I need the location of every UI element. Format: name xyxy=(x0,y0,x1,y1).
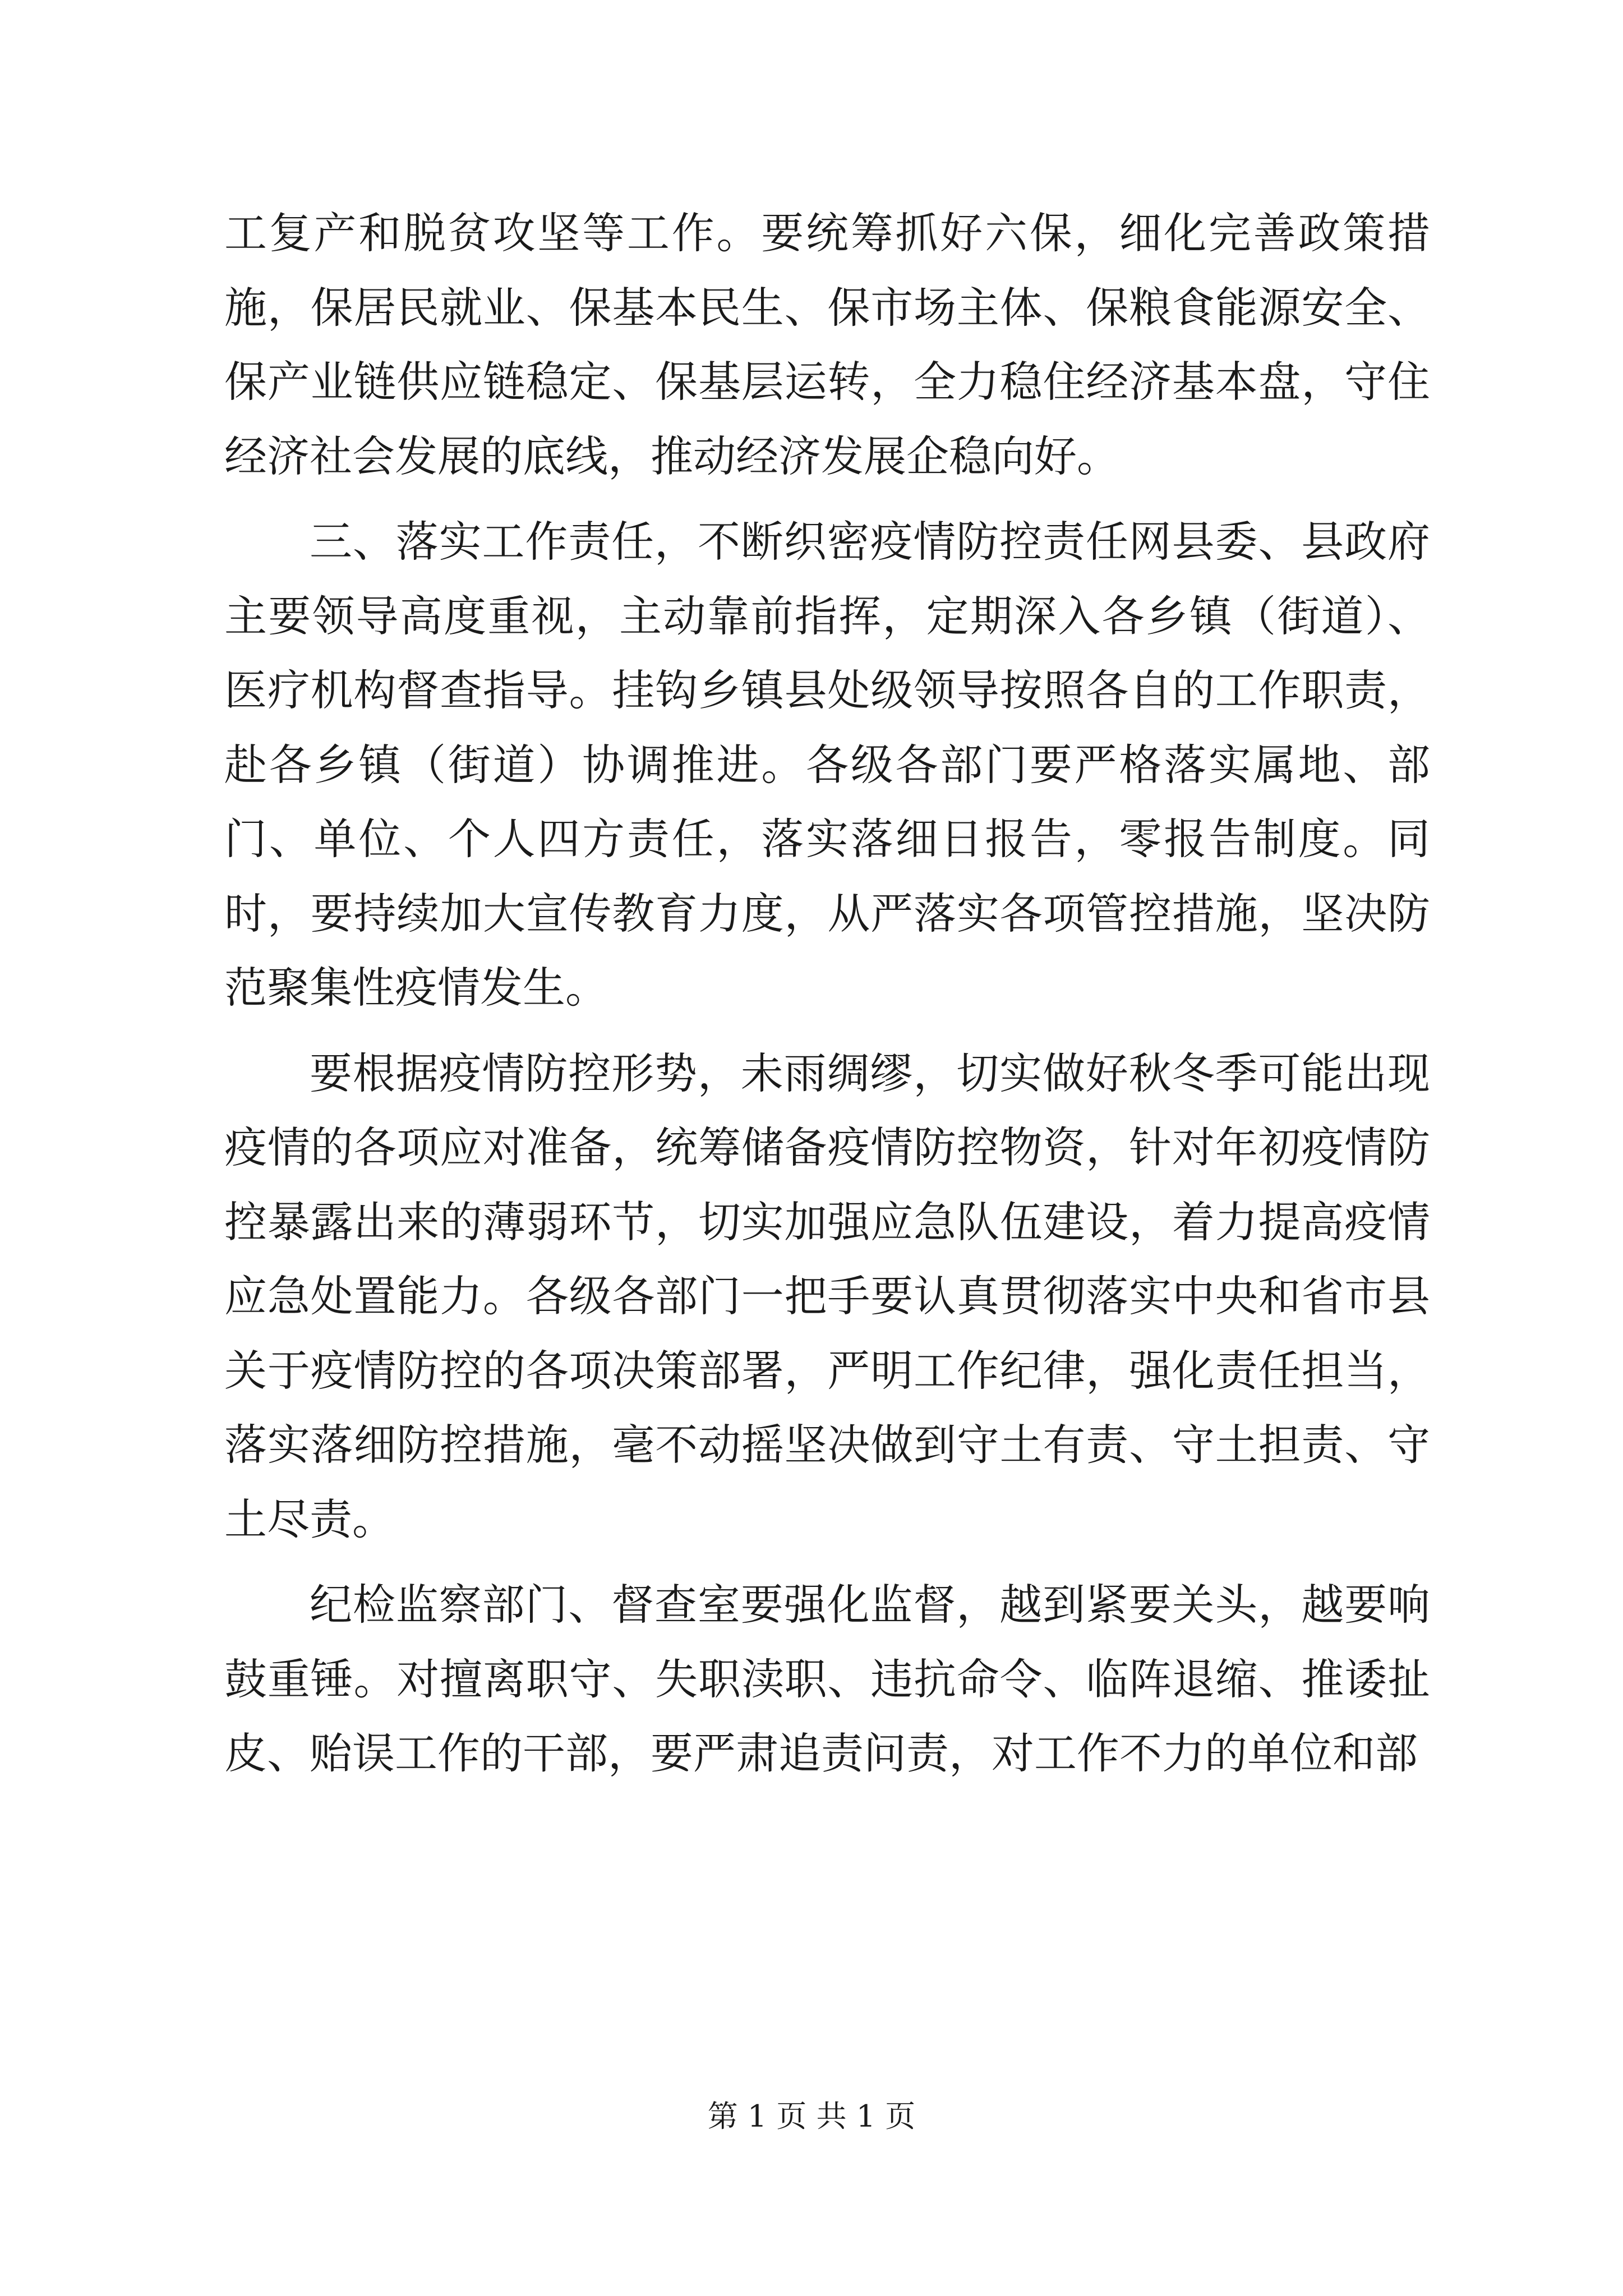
paragraph-preparation: 要根据疫情防控形势，未雨绸缪，切实做好秋冬季可能出现疫情的各项应对准备，统筹储备疫情防控物资，针对年初疫情防控暴露出来的薄弱环节，切实加强应急队伍建设，着力提高疫情应急处置能力。各级各部门一把手要认真贯彻落实中央和省市县关于疫情防控的各项决策部署，严明工作纪律，强化责任担当，落实落细防控措施，毫不动摇坚决做到守土有责、守土担责、守土尽责。 xyxy=(224,1048,1430,1544)
document-body xyxy=(224,196,1430,1802)
paragraph-supervision: 纪检监察部门、督查室要强化监督，越到紧要关头，越要响鼓重锤。对擅离职守、失职渎职、违抗命令、临阵退缩、推诿扯皮、贻误工作的干部，要严肃追责问责，对工作不力的单位和部 xyxy=(224,1580,1430,1778)
paragraph-continuation: 工复产和脱贫攻坚等工作。要统筹抓好六保，细化完善政策措施，保居民就业、保基本民生、保市场主体、保粮食能源安全、保产业链供应链稳定、保基层运转，全力稳住经济基本盘，守住经济社会发展的底线，推动经济发展企稳向好。 xyxy=(224,208,1430,481)
paragraph-section-three: 三、落实工作责任，不断织密疫情防控责任网县委、县政府主要领导高度重视，主动靠前指挥，定期深入各乡镇（街道）、医疗机构督查指导。挂钩乡镇县处级领导按照各自的工作职责，赴各乡镇（街道）协调推进。各级各部门要严格落实属地、部门、单位、个人四方责任，落实落细日报告，零报告制度。同时，要持续加大宣传教育力度，从严落实各项管控措施，坚决防范聚集性疫情发生。 xyxy=(224,517,1430,1013)
page-footer: 第 1 页 共 1 页 xyxy=(707,2099,916,2134)
